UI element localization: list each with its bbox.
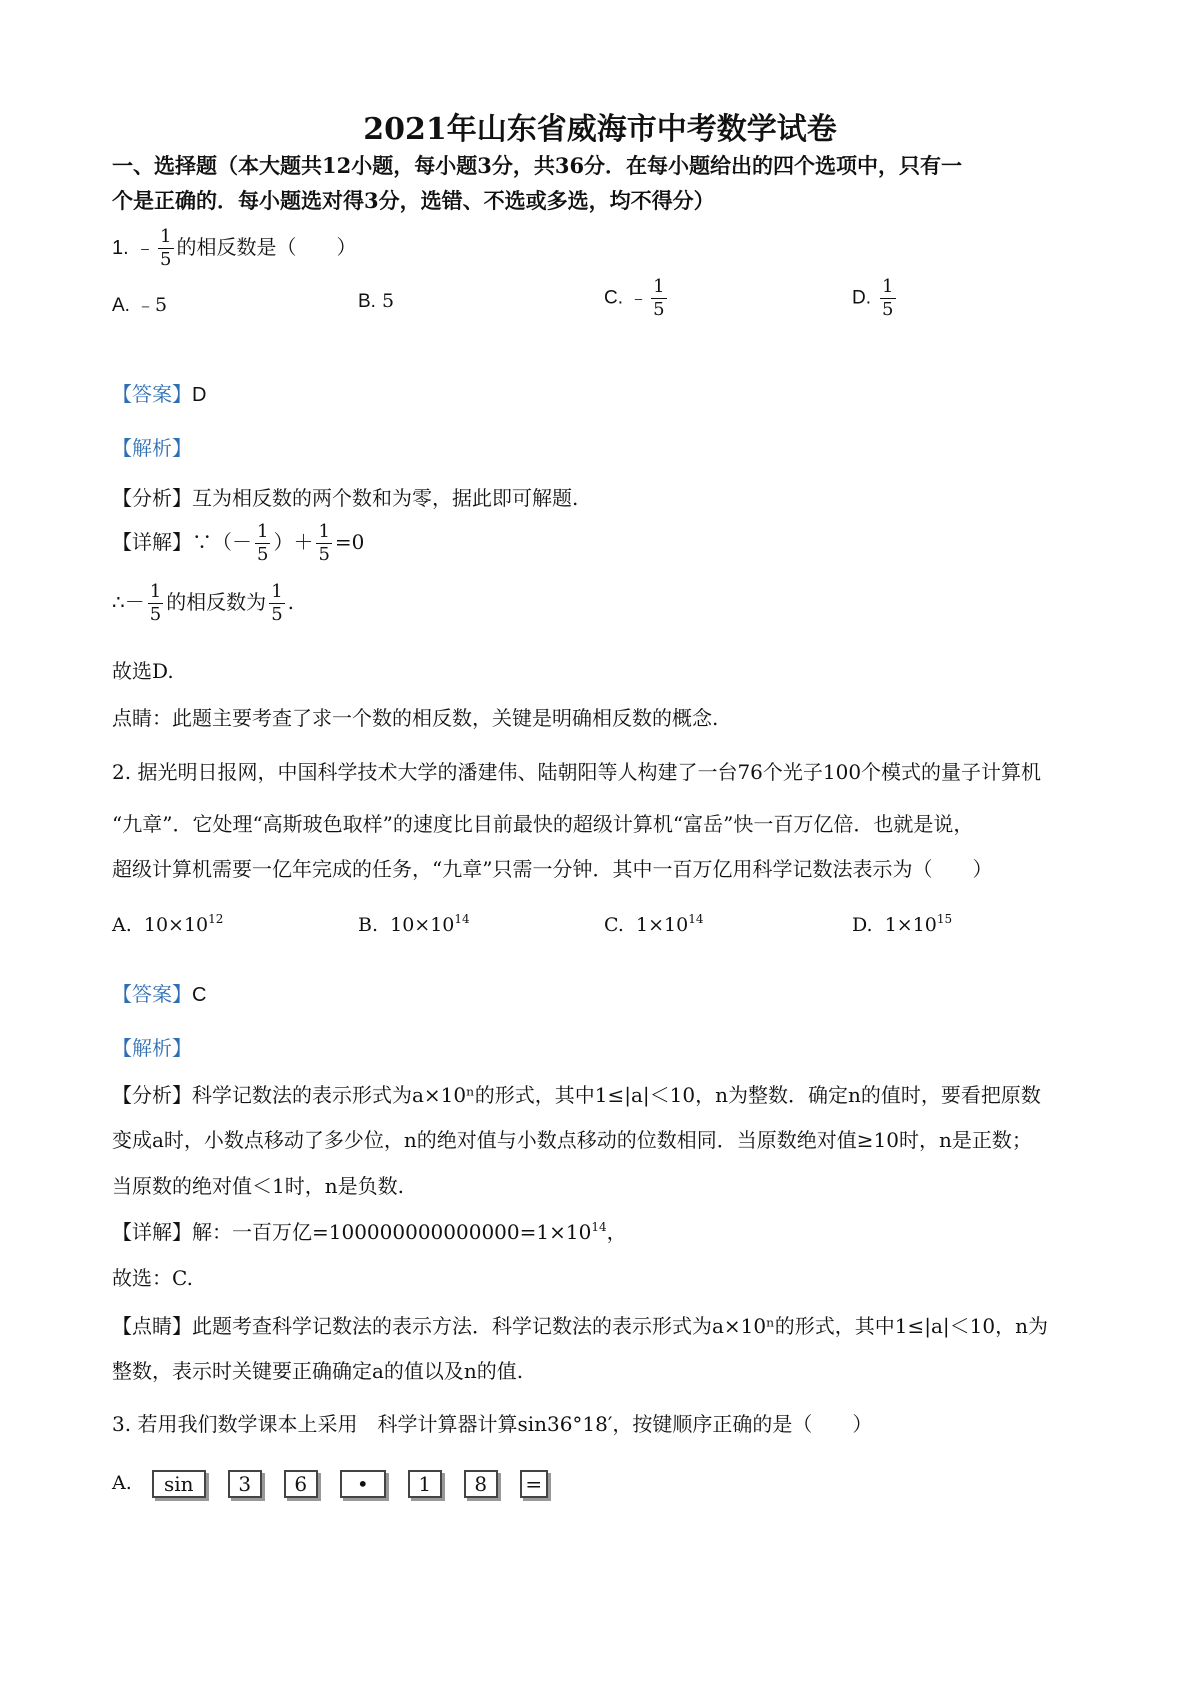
expr-part: . — [287, 590, 294, 614]
numerator: 1 — [271, 581, 283, 602]
calculator-key-8: 8 — [464, 1470, 498, 1498]
question-2-line1: 2. 据光明日报网，中国科学技术大学的潘建伟、陆朝阳等人构建了一台76个光子100个模式的量子计算机 — [112, 760, 1042, 784]
fraction — [148, 581, 163, 626]
option-base: 10×10 — [143, 914, 209, 936]
numerator: 1 — [882, 276, 894, 297]
fenxi-text: 互为相反数的两个数和为零，据此即可解题. — [192, 486, 579, 510]
q2-dianjing-line1: 【点睛】此题考查科学记数法的表示方法．科学记数法的表示形式为a×10ⁿ的形式，其中1≤|a|＜10，n为 — [112, 1314, 1048, 1338]
question-1-stem — [112, 226, 357, 271]
q2-dianjing-line2: 整数，表示时关键要正确确定a的值以及n的值. — [112, 1359, 524, 1383]
fraction — [316, 521, 331, 566]
fraction — [255, 521, 270, 566]
q1-analysis-tag: 【解析】 — [112, 436, 192, 460]
q1-answer — [112, 378, 206, 407]
option-value: ﹣5 — [136, 294, 168, 316]
q2-fenxi-line2: 变成a时，小数点移动了多少位，n的绝对值与小数点移动的位数相同．当原数绝对值≥10时，n是正数； — [112, 1128, 1032, 1152]
q1-xiangjie — [112, 521, 364, 566]
option-exponent: 14 — [688, 912, 704, 926]
q2-option-b — [358, 912, 470, 936]
expr-part: =0 — [334, 530, 365, 554]
section-heading-line1: 一、选择题（本大题共12小题，每小题3分，共36分．在每小题给出的四个选项中，只有一 — [112, 153, 963, 178]
xiangjie-tag: 【详解】 — [112, 530, 192, 554]
option-label: A. — [112, 295, 130, 316]
exponent: 14 — [591, 1220, 607, 1234]
option-base: 10×10 — [390, 914, 455, 936]
fraction — [158, 226, 173, 271]
option-label: C. — [604, 287, 623, 309]
expr-part: ）＋ — [273, 530, 314, 554]
expr-part: 的相反数为 — [166, 590, 267, 614]
option-label: A. — [112, 914, 132, 936]
fraction — [651, 276, 666, 321]
calculator-key-1: 1 — [408, 1470, 442, 1498]
numerator: 1 — [257, 521, 269, 542]
question-3-stem: 3. 若用我们数学课本上采用 科学计算器计算sin36°18′，按键顺序正确的是（ ） — [112, 1412, 873, 1436]
option-label: A. — [112, 1472, 132, 1494]
q3-option-a — [112, 1470, 570, 1498]
option-base: 1×10 — [636, 914, 689, 936]
q1-choose: 故选D. — [112, 659, 174, 683]
option-exponent: 12 — [208, 912, 224, 926]
numerator: 1 — [653, 276, 665, 297]
xiangjie-text: 【详解】解：一百万亿=100000000000000=1×10 — [112, 1220, 592, 1244]
expr-part: ∴－ — [112, 590, 145, 614]
q2-xiangjie — [112, 1216, 627, 1245]
q2-fenxi-line3: 当原数的绝对值＜1时，n是负数. — [112, 1174, 404, 1198]
option-exponent: 14 — [454, 912, 470, 926]
denominator: 5 — [882, 299, 894, 320]
q2-option-c — [604, 912, 703, 936]
answer-tag: 【答案】 — [112, 382, 192, 406]
denominator: 5 — [257, 544, 269, 565]
option-exponent: 15 — [936, 912, 953, 926]
q1-option-a — [112, 290, 167, 317]
q2-choose: 故选：C. — [112, 1266, 193, 1290]
answer-value: C — [192, 984, 207, 1006]
numerator: 1 — [160, 226, 172, 247]
denominator: 5 — [318, 544, 330, 565]
minus-sign: ﹣ — [629, 286, 649, 309]
calculator-key-sin: sin — [152, 1470, 206, 1498]
q1-fenxi — [112, 482, 578, 511]
q1-therefore — [112, 581, 294, 626]
question-2-line2: “九章”．它处理“高斯玻色取样”的速度比目前最快的超级计算机“富岳”快一百万亿倍．也就是说， — [112, 812, 974, 836]
q1-option-d — [852, 276, 899, 321]
option-label: C. — [604, 914, 624, 936]
denominator: 5 — [149, 604, 162, 625]
xiangjie-end: ， — [606, 1220, 627, 1244]
calculator-key-6: 6 — [284, 1470, 318, 1498]
q2-analysis-tag: 【解析】 — [112, 1036, 192, 1060]
q1-comment: 点睛：此题主要考查了求一个数的相反数，关键是明确相反数的概念. — [112, 706, 719, 730]
calculator-key-3: 3 — [228, 1470, 262, 1498]
question-2-line3: 超级计算机需要一亿年完成的任务，“九章”只需一分钟．其中一百万亿用科学记数法表示为（ ） — [112, 857, 993, 881]
q2-answer — [112, 978, 206, 1007]
option-label: B. — [358, 291, 376, 312]
page-title: 2021年山东省威海市中考数学试卷 — [363, 112, 837, 147]
calculator-key-equals: = — [520, 1470, 548, 1498]
option-label: D. — [852, 914, 873, 936]
denominator: 5 — [271, 604, 283, 625]
question-number: 1. — [112, 237, 129, 259]
numerator: 1 — [149, 581, 162, 602]
expr-part: ∵（－ — [192, 530, 252, 554]
section-heading-line2: 个是正确的．每小题选对得3分，选错、不选或多选，均不得分） — [112, 188, 715, 213]
q1-option-c — [604, 276, 670, 321]
answer-tag: 【答案】 — [112, 982, 192, 1006]
option-value: 5 — [382, 290, 395, 312]
q2-option-a — [112, 912, 223, 936]
option-label: D. — [852, 287, 871, 309]
fenxi-tag: 【分析】 — [112, 486, 192, 510]
q2-fenxi-line1: 【分析】科学记数法的表示形式为a×10ⁿ的形式，其中1≤|a|＜10，n为整数．确定n的值时，要看把原数 — [112, 1083, 1041, 1107]
calculator-key-dot: • — [340, 1470, 386, 1498]
fraction — [269, 581, 284, 626]
numerator: 1 — [318, 521, 330, 542]
option-base: 1×10 — [884, 914, 937, 936]
fraction — [880, 276, 895, 321]
option-label: B. — [358, 914, 379, 936]
denominator: 5 — [653, 299, 665, 320]
q1-option-b — [358, 290, 394, 313]
stem-text: 的相反数是（ ） — [176, 235, 357, 259]
denominator: 5 — [160, 249, 172, 270]
minus-sign: ﹣ — [135, 235, 156, 259]
answer-value: D — [192, 384, 207, 406]
q2-option-d — [852, 912, 952, 936]
